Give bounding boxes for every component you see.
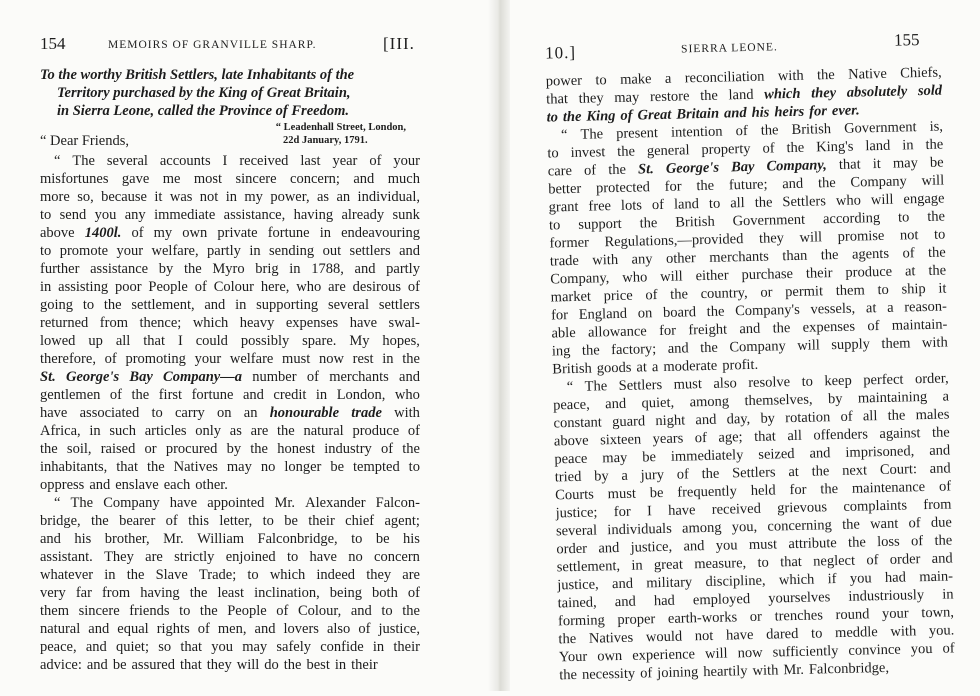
right-page-body: [546, 64, 956, 685]
text-line: going to the settlement, and in supporting several settlers: [40, 297, 420, 313]
text-line: settlement, in great measure, to that neglect of order and: [556, 550, 953, 576]
text-line: the Natives would not have dared to meddle with you.: [558, 622, 955, 648]
text-line: natural and equal rights of men, and lovers also of justice,: [40, 621, 420, 637]
text-line: them sincere friends to the People of Colour, and to the: [40, 603, 420, 619]
text-line: grant free lots of land to all the Settlers who will engage: [548, 190, 945, 216]
text-line: Africa, in such articles only as are the natural produce of: [40, 423, 420, 439]
text-line: and his brother, Mr. William Falconbridge, to be his: [40, 531, 420, 547]
text-line: justice, and military discipline, which if you had main-: [557, 568, 954, 594]
page-number: 155: [893, 30, 920, 50]
text-line: constant guard night and day, by rotation of all the males: [553, 406, 950, 432]
text-line: more so, because it was not in my power, as an individual,: [40, 189, 420, 205]
right-page: [510, 0, 980, 696]
text-line: market price of the country, or permit them to ship it: [550, 280, 947, 306]
running-title: MEMOIRS OF GRANVILLE SHARP.: [108, 39, 317, 51]
salutation: “ Dear Friends,: [40, 133, 129, 149]
text-line: to the King of Great Britain and his heirs for ever.: [546, 102, 860, 126]
heading-line: To the worthy British Settlers, late Inhabitants of the: [40, 67, 355, 83]
text-line: several individuals among you, concerning the want of due: [555, 514, 953, 540]
text-line: ing the factory; and the Company will supply them with: [551, 334, 948, 360]
text-line: justice; for I have received grievous complaints from: [555, 496, 952, 522]
text-line: have associated to carry on an honourable trade with: [40, 405, 420, 421]
text-line: Company, who will either purchase their produce at the: [550, 262, 947, 288]
text-line: to invest the general property of the King's land in the: [547, 136, 944, 162]
left-page-header: [0, 34, 488, 56]
text-line: “ The Settlers must also resolve to keep perfect order,: [566, 370, 949, 396]
address-line: “ Leadenhall Street, London,: [275, 122, 406, 133]
letter-date: 22d January, 1791.: [283, 135, 368, 146]
book-gutter: [488, 0, 510, 691]
text-line: Your own experience will now sufficiently convince you of: [558, 640, 955, 666]
text-line: to support the British Government according to the: [548, 208, 946, 234]
text-line: peace, and quiet, among themselves, by maintaining a: [552, 388, 950, 414]
heading-line: in Sierra Leone, called the Province of Freedom.: [57, 103, 349, 119]
salutation-row: [40, 133, 420, 151]
text-line: British goods at a moderate profit.: [552, 356, 759, 378]
text-line: in assisting poor People of Colour here, who are desirous of: [40, 279, 420, 295]
left-page-body: [40, 152, 420, 674]
text-line: that they may restore the land which they absolutely sold: [546, 82, 943, 108]
text-line: returned from thence; which heavy expenses have swal-: [40, 315, 420, 331]
text-line: the soil, raised or procured by the honest industry of the: [40, 441, 420, 457]
running-title: SIERRA LEONE.: [680, 41, 778, 56]
heading-line: Territory purchased by the King of Great Britain,: [57, 85, 351, 101]
text-line: for England on board the Company's vessels, at a reason-: [550, 298, 948, 324]
text-line: further assistance by the Myro brig in 1788, and partly: [40, 261, 420, 277]
right-page-header: [511, 29, 980, 62]
text-line: tained, and had employed yourselves industriously in: [557, 586, 954, 612]
text-line: very far from having the least inclination, being both of: [40, 585, 420, 601]
text-line: above 1400l. of my own private fortune in endeavouring: [40, 225, 420, 241]
text-line: tried by a jury of the Settlers at the next Court: and: [554, 460, 951, 486]
text-line: inhabitants, that the Natives may no longer be tempted to: [40, 459, 420, 475]
text-line: “ The present intention of the British Government is,: [560, 118, 944, 144]
text-line: oppress and enslave each other.: [40, 477, 228, 493]
text-line: lowed up all that I could possibly spare. My hopes,: [40, 333, 420, 349]
text-line: advice: and be assured that they will do the best in their: [40, 657, 378, 673]
text-line: to promote your welfare, partly in sending out settlers and: [40, 243, 420, 259]
text-line: assistant. They are strictly enjoined to have no concern: [40, 549, 420, 565]
text-line: St. George's Bay Company—a number of merchants and: [40, 369, 420, 385]
text-line: “ The Company have appointed Mr. Alexander Falcon-: [54, 495, 420, 511]
text-line: above sixteen years of age; that all offenders against the: [553, 424, 950, 450]
text-line: therefore, of promoting your welfare must now rest in the: [40, 351, 420, 367]
text-line: forming proper earth-works or trenches round your town,: [557, 604, 955, 630]
text-line: misfortunes gave me most sincere concern; and much: [40, 171, 420, 187]
text-line: bridge, the bearer of this letter, to be their chief agent;: [40, 513, 420, 529]
text-line: gentlemen of the first fortune and credit in London, who: [40, 387, 420, 403]
text-line: the necessity of joining heartily with Mr. Falconbridge,: [559, 659, 890, 684]
chapter-marker: [III.: [383, 34, 415, 53]
text-line: “ The several accounts I received last year of your: [54, 153, 420, 169]
text-line: power to make a reconciliation with the Native Chiefs,: [545, 64, 942, 90]
text-line: whatever in the Slave Trade; to which indeed they are: [40, 567, 420, 583]
chapter-marker: 10.]: [544, 42, 577, 63]
letter-heading: [40, 66, 430, 120]
left-page: [0, 0, 488, 691]
text-line: order and justice, and you must attribute the loss of the: [556, 532, 953, 558]
text-line: better protected for the future; and the Company will: [548, 172, 945, 198]
text-line: to send you any immediate assistance, having already sunk: [40, 207, 420, 223]
page-number: 154: [40, 34, 66, 53]
text-line: peace may be immediately seized and imprisoned, and: [554, 442, 951, 468]
text-line: peace, and quiet; so that you may safely confide in their: [40, 639, 420, 655]
text-line: trade with any other merchants than the agents of the: [549, 244, 946, 270]
text-line: able allowance for freight and the expenses of maintain-: [551, 316, 948, 342]
text-line: former Regulations,—provided they will promise not to: [549, 226, 946, 252]
text-line: care of the St. George's Bay Company, that it may be: [547, 154, 944, 180]
text-line: Courts must be frequently held for the maintenance of: [555, 478, 952, 504]
